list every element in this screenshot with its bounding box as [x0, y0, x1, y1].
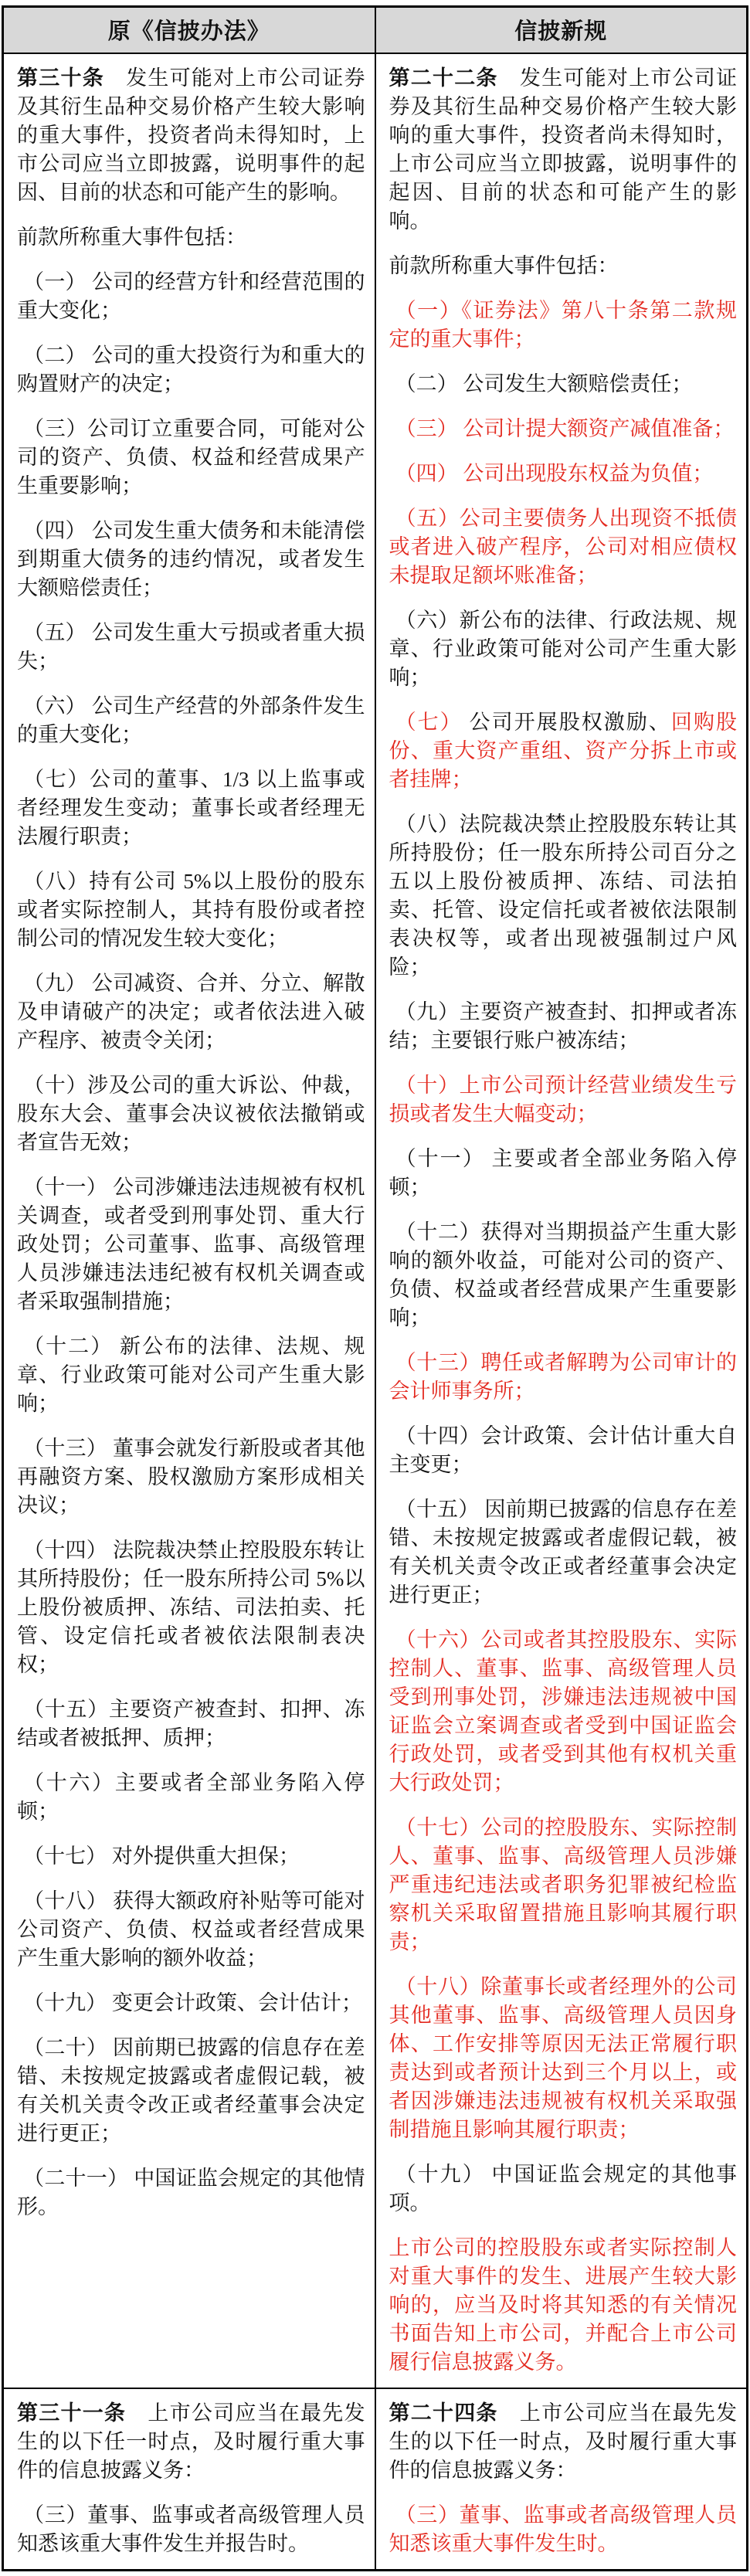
paragraph: [389, 1973, 738, 2144]
paragraph: [389, 297, 738, 354]
text-segment: （十二）获得对当期损益产生重大影响的额外收益，可能对公司的资产、负债、权益或者经营成果产生重要影响；: [389, 1220, 737, 1329]
paragraph: [17, 1842, 365, 1871]
paragraph: [389, 1349, 738, 1406]
text-segment: （十四）会计政策、会计估计重大自主变更；: [389, 1424, 737, 1476]
text-segment: 上市公司应当在最先发生的以下任一时点，及时履行重大事件的信息披露义务：: [389, 2401, 738, 2482]
paragraph: [389, 1071, 738, 1128]
paragraph: [17, 867, 365, 953]
paragraph: [389, 998, 738, 1055]
text-segment: 上市公司的控股股东或者实际控制人对重大事件的发生、进展产生较大影响的，应当及时将其知悉的有关情况书面告知上市公司，并配合上市公司履行信息披露义务。: [389, 2236, 737, 2374]
paragraph: [389, 504, 738, 590]
paragraph: [389, 1495, 738, 1610]
column-header-new-rules: 信披新规: [375, 7, 748, 54]
paragraph: [389, 810, 738, 982]
paragraph: [17, 415, 365, 501]
column-header-old-rules: 原《信披办法》: [3, 7, 375, 54]
paragraph: [17, 223, 365, 252]
old-rule-cell: [3, 2388, 375, 2571]
paragraph: [389, 1145, 738, 1202]
text-segment: （三） 公司计提大额资产减值准备；: [395, 417, 735, 440]
text-segment: （十五）主要资产被查封、扣押、冻结或者被抵押、质押；: [17, 1698, 365, 1750]
text-segment: （九） 公司减资、合并、分立、解散及申请破产的决定；或者依法进入破产程序、被责令关闭；: [17, 972, 365, 1052]
text-segment: （八）法院裁决禁止控股股东转让其所持股份；任一股东所持公司百分之五以上股份被质押、冻结、司法拍卖、托管、设定信托或者被依法限制表决权等，或者出现被强制过户风险；: [389, 813, 737, 979]
text-segment: （十七） 对外提供重大担保；: [23, 1845, 300, 1868]
text-segment: （十八）除董事长或者经理外的公司其他董事、监事、高级管理人员因身体、工作安排等原因无法正常履行职责达到或者预计达到三个月以上，或者因涉嫌违法违规被有权机关采取强制措施且影响其履行职责；: [389, 1975, 737, 2141]
paragraph: [389, 1626, 738, 1797]
paragraph: [389, 1218, 738, 1332]
text-segment: （十三） 董事会就发行新股或者其他再融资方案、股权激励方案形成相关决议；: [17, 1437, 365, 1517]
text-segment: （六）新公布的法律、行政法规、规章、行业政策可能对公司产生重大影响；: [389, 609, 737, 689]
paragraph: [389, 370, 738, 399]
paragraph: [17, 692, 365, 749]
text-segment: （十二） 新公布的法律、法规、规章、行业政策可能对公司产生重大影响；: [17, 1335, 365, 1415]
text-segment: （六） 公司生产经营的外部条件发生的重大变化；: [17, 694, 365, 746]
text-segment: （二十一） 中国证监会规定的其他情形。: [17, 2167, 365, 2218]
text-segment: （二） 公司发生大额赔偿责任；: [395, 372, 693, 395]
paragraph: [389, 460, 738, 488]
text-segment: （十一） 公司涉嫌违法违规被有权机关调查，或者受到刑事处罚、重大行政处罚；公司董事、监事、高级管理人员涉嫌违法违纪被有权机关调查或者采取强制措施；: [17, 1176, 365, 1313]
text-segment: （十六）主要或者全部业务陷入停顿；: [17, 1771, 365, 1823]
text-segment: 发生可能对上市公司证券及其衍生品种交易价格产生较大影响的重大事件，投资者尚未得知时，上市公司应当立即披露，说明事件的起因、目前的状态和可能产生的影响。: [17, 66, 365, 204]
paragraph: [389, 2501, 738, 2558]
paragraph: [17, 1332, 365, 1418]
text-segment: （十八） 获得大额政府补贴等可能对公司资产、负债、权益或者经营成果产生重大影响的额外收益；: [17, 1889, 365, 1970]
text-segment: （三）董事、监事或者高级管理人员知悉该重大事件发生时。: [389, 2503, 737, 2555]
paragraph: [389, 2160, 738, 2218]
text-segment: （十）上市公司预计经营业绩发生亏损或者发生大幅变动；: [389, 1074, 737, 1125]
paragraph: [17, 2164, 365, 2221]
text-segment: （一）《证券法》第八十条第二款规定的重大事件；: [389, 299, 737, 351]
paragraph: [17, 619, 365, 676]
text-segment: （九）主要资产被查封、扣押或者冻结；主要银行账户被冻结；: [389, 1000, 737, 1052]
text-segment: （二十） 因前期已披露的信息存在差错、未按规定披露或者虚假记载，被有关机关责令改正或者经董事会决定进行更正；: [17, 2036, 365, 2145]
text-segment: （十一） 主要或者全部业务陷入停顿；: [389, 1147, 737, 1199]
text-segment: （二） 公司的重大投资行为和重大的购置财产的决定；: [17, 344, 365, 395]
paragraph: [17, 1434, 365, 1520]
paragraph: [389, 64, 738, 236]
paragraph: [17, 341, 365, 399]
text-segment: 发生可能对上市公司证券及其衍生品种交易价格产生较大影响的重大事件，投资者尚未得知时，上市公司应当立即披露，说明事件的起因、目前的状态和可能产生的影响。: [389, 66, 738, 232]
old-rule-cell: [3, 53, 375, 2388]
paragraph: [17, 2034, 365, 2148]
text-segment: （十七）公司的控股股东、实际控制人、董事、监事、高级管理人员涉嫌严重违纪违法或者职务犯罪被纪检监察机关采取留置措施且影响其履行职责；: [389, 1816, 737, 1953]
comparison-table: [2, 5, 748, 2571]
paragraph: [389, 2399, 738, 2485]
text-segment: （十）涉及公司的重大诉讼、仲裁，股东大会、董事会决议被依法撤销或者宣告无效；: [17, 1074, 365, 1154]
text-segment: （三）董事、监事或者高级管理人员知悉该重大事件发生并报告时。: [17, 2503, 365, 2555]
article-number: 第三十条: [17, 66, 104, 90]
paragraph: [389, 1422, 738, 1479]
table-row: [3, 2388, 748, 2571]
paragraph: [17, 2399, 365, 2485]
table-header: [3, 7, 748, 54]
text-segment: （一） 公司的经营方针和经营范围的重大变化；: [17, 270, 365, 322]
paragraph: [17, 1695, 365, 1753]
text-segment: （八）持有公司 5%以上股份的股东或者实际控制人，其持有股份或者控制公司的情况发生较大变化；: [17, 870, 365, 950]
paragraph: [389, 606, 738, 692]
paragraph: [389, 2234, 738, 2377]
text-segment: （四） 公司出现股东权益为负值；: [395, 462, 714, 485]
article-number: 第三十一条: [17, 2401, 127, 2425]
text-segment: （七）: [395, 711, 463, 734]
paragraph: [389, 252, 738, 280]
paragraph: [17, 64, 365, 207]
text-segment: （十五） 因前期已披露的信息存在差错、未按规定披露或者虚假记载，被有关机关责令改正或者经董事会决定进行更正；: [389, 1498, 737, 1607]
text-segment: 前款所称重大事件包括：: [389, 254, 619, 277]
paragraph: [389, 708, 738, 794]
text-segment: （五） 公司发生重大亏损或者重大损失；: [17, 621, 365, 673]
text-segment: （十九） 变更会计政策、会计估计；: [23, 1991, 362, 2014]
new-rule-cell: [375, 2388, 748, 2571]
paragraph: [17, 517, 365, 602]
table-row: [3, 53, 748, 2388]
paragraph: [17, 1989, 365, 2018]
paragraph: [17, 1536, 365, 1679]
text-segment: （十九） 中国证监会规定的其他事项。: [389, 2163, 737, 2215]
text-segment: （四） 公司发生重大债务和未能清偿到期重大债务的违约情况，或者发生大额赔偿责任；: [17, 519, 365, 599]
text-segment: （十六）公司或者其控股股东、实际控制人、董事、监事、高级管理人员受到刑事处罚，涉嫌违法违规被中国证监会立案调查或者受到中国证监会行政处罚，或者受到其他有权机关重大行政处罚；: [389, 1628, 737, 1794]
paragraph: [17, 765, 365, 851]
paragraph: [17, 969, 365, 1055]
paragraph: [17, 268, 365, 325]
text-segment: （十四） 法院裁决禁止控股股东转让其所持股份；任一股东所持公司 5%以上股份被质押、冻结、司法拍卖、托管、设定信托或者被依法限制表决权；: [17, 1539, 365, 1676]
article-number: 第二十二条: [389, 66, 498, 90]
text-segment: 公司开展股权激励、: [462, 711, 671, 734]
new-rule-cell: [375, 53, 748, 2388]
text-segment: （七）公司的董事、1/3 以上监事或者经理发生变动；董事长或者经理无法履行职责；: [17, 768, 365, 848]
text-segment: （十三）聘任或者解聘为公司审计的会计师事务所；: [389, 1351, 737, 1403]
text-segment: （五）公司主要债务人出现资不抵债或者进入破产程序，公司对相应债权未提取足额坏账准备；: [389, 507, 737, 587]
article-number: 第二十四条: [389, 2401, 498, 2425]
text-segment: 上市公司应当在最先发生的以下任一时点，及时履行重大事件的信息披露义务：: [17, 2401, 365, 2482]
table-body: [3, 53, 748, 2571]
text-segment: 回购股份、重大资产重组、资产分拆上市或者挂牌；: [389, 711, 738, 791]
paragraph: [17, 1887, 365, 1973]
paragraph: [17, 1071, 365, 1157]
paragraph: [17, 1769, 365, 1826]
paragraph: [389, 415, 738, 443]
paragraph: [17, 2501, 365, 2558]
paragraph: [389, 1814, 738, 1957]
paragraph: [17, 1173, 365, 1316]
text-segment: （三）公司订立重要合同，可能对公司的资产、负债、权益和经营成果产生重要影响；: [17, 417, 365, 497]
text-segment: 前款所称重大事件包括：: [17, 226, 246, 249]
